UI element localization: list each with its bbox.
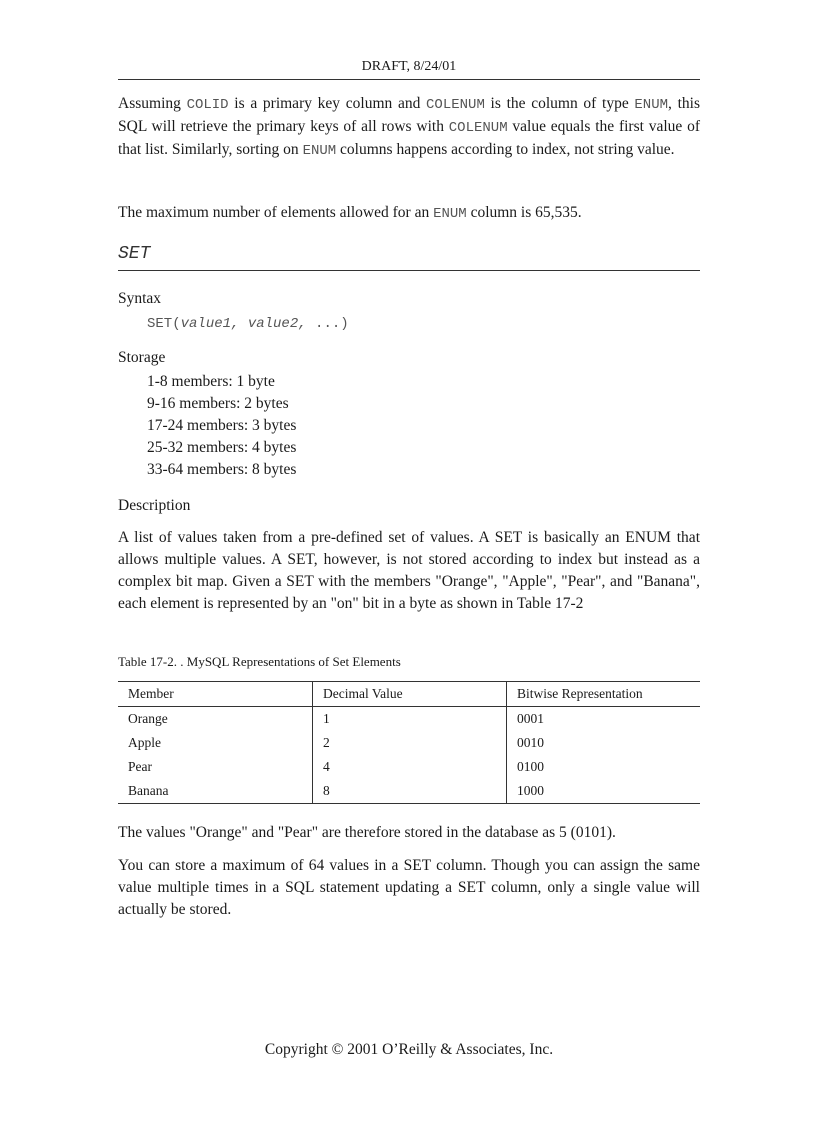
table-cell: 0001	[507, 707, 701, 732]
set-elements-table	[118, 681, 700, 804]
paragraph-orange-pear: The values "Orange" and "Pear" are therefore stored in the database as 5 (0101).	[118, 824, 616, 841]
storage-line: 25-32 members: 4 bytes	[147, 439, 297, 456]
table-cell: 8	[313, 779, 507, 804]
table-cell: 0010	[507, 731, 701, 755]
paragraph-enum-usage: Assuming COLID is a primary key column and COLENUM is the column of type ENUM, this SQL will retrieve the primary keys of all rows with COLENUM value equals the first value of that list. Similarly, sorting on ENUM columns happens according to index, not string value.	[118, 95, 701, 159]
table-cell: 2	[313, 731, 507, 755]
column-header: Member	[118, 682, 313, 707]
description-text: A list of values taken from a pre-defined set of values. A SET is basically an ENUM that allows multiple values. A SET, however, is not stored according to index but instead as a complex bit map. Given a SET with the members "Orange", "Apple", "Pear", and "Banana", each element is represented by an "on" bit in a byte as shown in Table 17-2	[118, 529, 700, 612]
table-cell: 4	[313, 755, 507, 779]
code-enum: ENUM	[634, 97, 669, 113]
table-row	[118, 755, 700, 779]
code-colenum: COLENUM	[426, 97, 485, 113]
table-cell: Pear	[128, 759, 152, 774]
paragraph-set-max: You can store a maximum of 64 values in a SET column. Though you can assign the same value multiple times in a SQL statement updating a SET column, only a single value will actually be stored.	[118, 857, 700, 918]
code-enum: ENUM	[302, 143, 337, 159]
table-header-row	[118, 682, 700, 707]
page-footer: Copyright © 2001 O’Reilly & Associates, Inc.	[264, 1041, 554, 1058]
table-cell: Orange	[128, 711, 168, 726]
code-colenum: COLENUM	[448, 120, 508, 136]
table-row	[118, 707, 700, 732]
storage-line: 33-64 members: 8 bytes	[147, 461, 297, 478]
table-row	[118, 779, 700, 804]
page-header: DRAFT, 8/24/01	[118, 59, 700, 80]
code-enum: ENUM	[433, 206, 467, 222]
storage-line: 1-8 members: 1 byte	[147, 373, 275, 390]
table-cell: 1	[313, 707, 507, 732]
syntax-code: SET(value1, value2, ...)	[147, 316, 349, 332]
table-cell: Banana	[118, 779, 313, 804]
description-label: Description	[118, 497, 191, 514]
table-cell: Apple	[128, 735, 161, 750]
column-header: Decimal Value	[313, 682, 507, 707]
storage-label: Storage	[118, 349, 166, 366]
section-title: SET	[118, 244, 700, 271]
table-row	[118, 731, 700, 755]
table-cell: 1000	[507, 779, 701, 804]
paragraph-enum-max: The maximum number of elements allowed for an ENUM column is 65,535.	[118, 204, 582, 222]
storage-line: 17-24 members: 3 bytes	[147, 417, 297, 434]
code-colid: COLID	[186, 97, 229, 113]
storage-line: 9-16 members: 2 bytes	[147, 395, 289, 412]
syntax-label: Syntax	[118, 290, 162, 307]
column-header: Bitwise Representation	[507, 682, 701, 707]
table-caption: Table 17-2. . MySQL Representations of Set Elements	[118, 654, 401, 669]
table-cell: 0100	[507, 755, 701, 779]
